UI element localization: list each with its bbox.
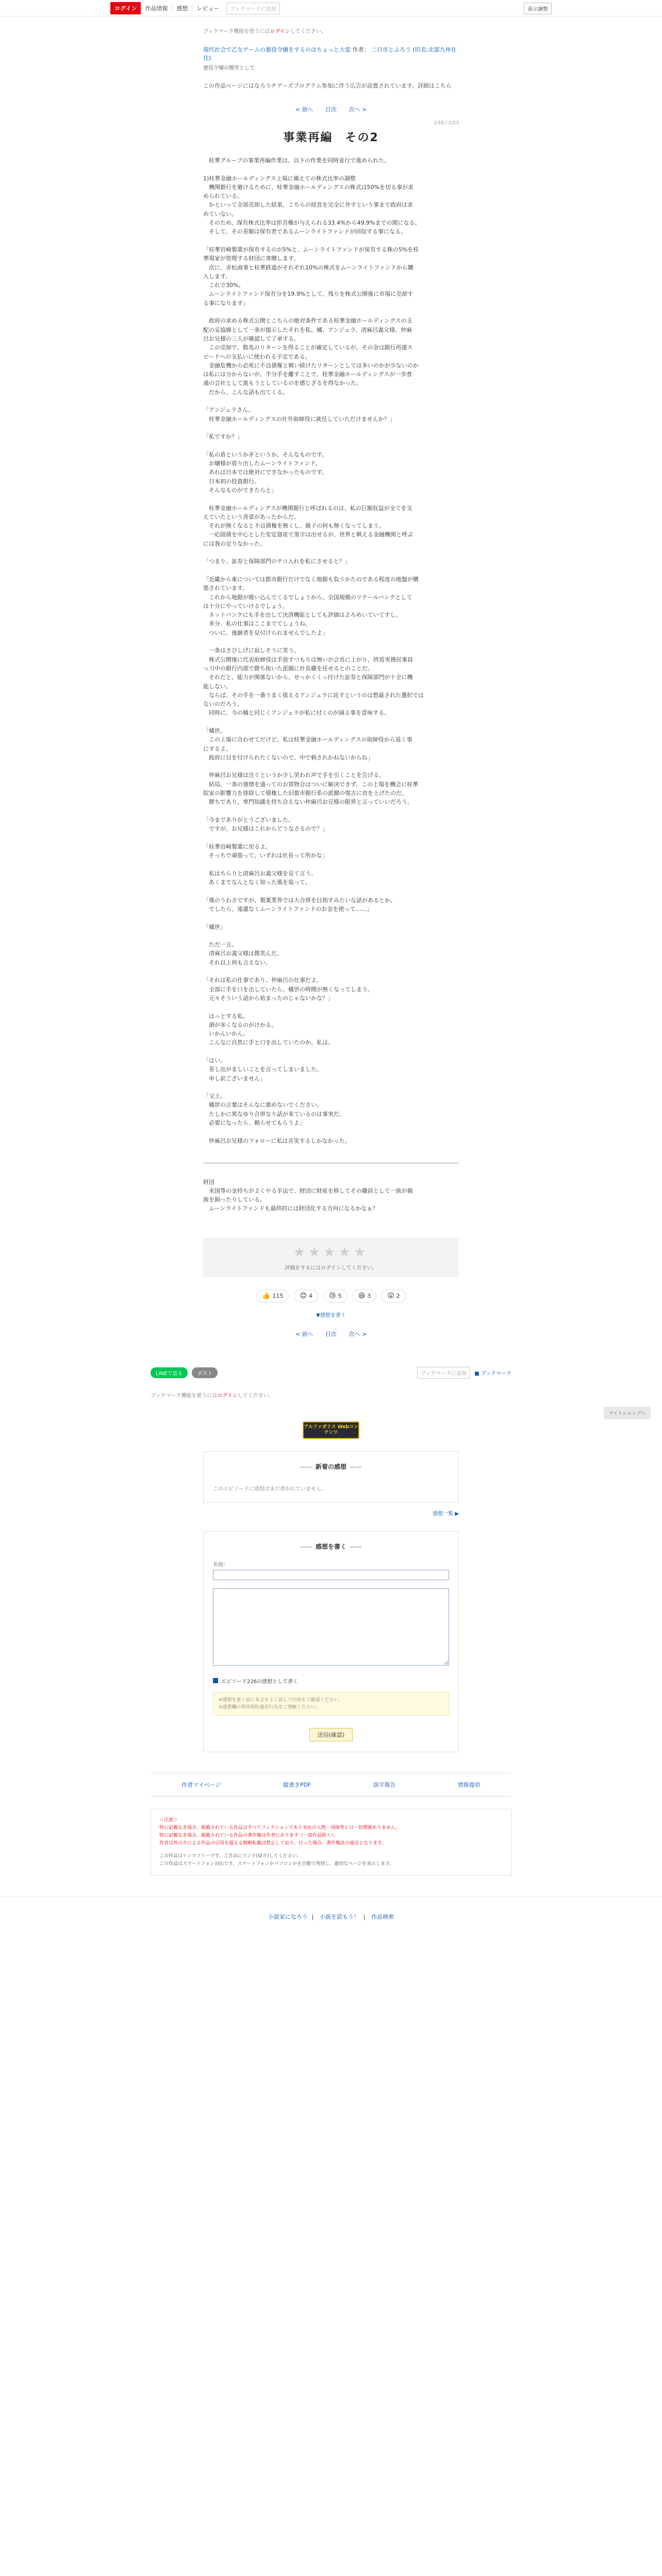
top-bar: [0, 0, 662, 16]
write-review-link[interactable]: ▼感想を書く: [316, 1312, 346, 1318]
body-line: [203, 762, 459, 771]
body-line: [203, 718, 459, 726]
episode-pager-top: [203, 105, 459, 113]
body-line: いかんいかん。: [203, 1030, 249, 1038]
body-line: 築されています。: [203, 585, 249, 592]
body-line: 桂華金融ホールディングスの社外取締役に就任していただけませんか？」: [203, 415, 395, 422]
body-line: 呂お兄様の三人が確認して了承する。: [203, 335, 300, 342]
body-line: には我の足りなかった。: [203, 540, 266, 547]
body-line: は私には分からないが、半分手を離すことで、桂華金融ホールディングスが一歩普: [203, 371, 412, 378]
reaction-emoji-icon: 😮: [387, 1292, 394, 1300]
body-line: ないのだろう。: [203, 701, 243, 708]
body-line: 通の会社として進もうとしているのを感じざるを得なかった。: [203, 380, 362, 387]
afterword-line: 米国等の金持ちがよくやる手法で、財団に財産を移してその職員として一族が親: [203, 1187, 413, 1194]
reaction-emoji-icon: 😢: [329, 1292, 336, 1300]
prev-link[interactable]: < 前へ: [295, 106, 313, 113]
reaction-count: 4: [309, 1292, 313, 1299]
body-line: っ刀中の銀行内部で勝ち抜いた派閥に社長職を任せるとのことだ。: [203, 665, 373, 672]
login-notice: ブックマーク機能を使うにはログインしてください。: [203, 29, 326, 35]
body-line: ついに、後継者を見付けられませんでしたよ」: [203, 629, 328, 636]
body-line: 結局、一条の強情を通ってのお買物合はついに解決できず、この上場を機会に桂華: [203, 781, 419, 788]
body-line: [203, 442, 459, 450]
body-line: [203, 423, 459, 432]
body-line: ネットバンクにも手を出して決済機能としても評価はよろめいていてすし、: [203, 612, 402, 619]
body-line: [203, 548, 459, 557]
body-line: それだと、能力が関係ないから、せっかくくっ付けた証券と保険部門が十全に機: [203, 674, 413, 681]
body-line: そして、その差額は保有者であるムーンライトファンドが回収する事になる。: [203, 228, 407, 235]
reaction-bar: [203, 1290, 459, 1302]
rating-note: 評価をするにはログインしてください。: [285, 1265, 377, 1271]
next-link[interactable]: 次へ >: [349, 1330, 367, 1337]
body-line: [203, 1003, 459, 1011]
submit-review-button[interactable]: 送信(確認): [309, 1728, 353, 1741]
contest-badge[interactable]: アルファポリス Webコンテンツ: [303, 1421, 359, 1439]
series-info: [203, 46, 459, 62]
body-line: [203, 236, 459, 245]
body-line: [203, 807, 459, 816]
afterword-line: ムーンライトファンドも最終的には財団化する方向になるかなぁ？: [203, 1205, 378, 1212]
body-line: 能しない。: [203, 683, 231, 690]
body-line: でしたら、遠慮なくムーンライトファンドのお金を使って……」: [203, 905, 373, 912]
ad-notice[interactable]: この作品ページにはなろうチアーズプログラム参加に伴う広告が設置されています。詳細はこちら: [203, 82, 452, 89]
body-line: [203, 165, 459, 174]
body-line: 「近畿から東については都市銀行だけでなく地銀も負うかたのである程度の地盤が構: [203, 575, 419, 583]
body-line: 入します。: [203, 273, 231, 280]
body-line: これで30%。: [203, 282, 244, 289]
body-line: 1)桂華金融ホールディングス上場に備えての株式比率の調整: [203, 175, 356, 182]
body-line: 仲麻呂お兄様は注ぐというか少し笑われ声で手を引くことを告げる。: [203, 772, 385, 779]
body-line: [203, 967, 459, 976]
body-line: 「アンジェラさん。: [203, 406, 254, 414]
body-line: 「それは私の仕事であり、仲麻呂の仕事だよ。: [203, 977, 322, 984]
body-line: にするよ。: [203, 745, 231, 752]
body-line: ピードへの支払いに使われる予定である。: [203, 353, 311, 360]
body-line: 「父上。: [203, 1093, 226, 1100]
body-line: 「はい。: [203, 1057, 226, 1064]
body-line: [203, 1127, 459, 1136]
episode-date: 2/18 / 2/23: [433, 121, 459, 126]
chapter-name: 悪役令嬢の微笑として: [203, 65, 255, 71]
site-links: 小説家になろう | 小説を読もう！ | 作品検索: [0, 1896, 662, 1938]
rating-stars[interactable]: ★★★★★: [293, 1244, 369, 1260]
body-line: 必要になったら、頼らせてもらうよ」: [203, 1120, 305, 1127]
vertical-pdf-link[interactable]: 縦書きPDF: [283, 1781, 311, 1788]
display-settings-button[interactable]: 表示調整: [524, 3, 552, 14]
write-review-title: —— 感想を書く ——: [213, 1542, 449, 1551]
body-line: 多分、私の仕事はここまでてしょうね。: [203, 620, 311, 628]
footer-notice: ＜注意＞ 特に記載なき場合、掲載されている作品はすべてフィクションであり実在の人物・団体等とは一切関係ありません。 特に記載なき場合、掲載されている作品の著作権は作者にあります（一部作品除く）。 作者以外の方による作品の引用を超える無断転載は禁止しており、行った場合、著作権法の違反となります。 この作品はリンクフリーです。ご自由にリンク(紹介)してください。 この作品はスマートフォン対応です。スマートフォンかパソコンかを自動で判別し、適切なページを表示します。: [151, 1809, 511, 1876]
body-line: 機関銀行を避けるために、桂華金融ホールディングスの株式は50%を切る事が求: [203, 183, 414, 191]
author-link[interactable]: 二日市とふろう (旧名:北部九州在住): [203, 46, 457, 61]
reaction-emoji-icon: 👍: [262, 1292, 271, 1300]
body-line: 全部に手を口を出していたら、橘世の時間が無くなってしまう。: [203, 986, 373, 993]
reaction-emoji-icon: 😆: [358, 1292, 366, 1300]
episode-title: 事業再編 その2: [283, 131, 379, 144]
body-line: 政府に目を付けられたくないので、中で刺されかねないからね」: [203, 754, 373, 761]
afterword-line: 財団: [203, 1178, 214, 1185]
body-line: る事になります」: [203, 299, 249, 307]
login-link[interactable]: ログイン: [217, 1393, 238, 1399]
side-tab[interactable]: ナイトショップへ: [604, 1406, 651, 1419]
body-line: それが無くなると不良債権を無くし、親子の何も無くなってしまう。: [203, 522, 385, 530]
body-line: ならば、その手を一番うまく扱えるアンジェラに託すというのは想最された選択では: [203, 691, 424, 699]
author-label: 作者：: [352, 46, 370, 53]
reaction-count: 115: [272, 1292, 284, 1299]
body-line: められている。: [203, 193, 243, 200]
typo-report-link[interactable]: 誤字報告: [373, 1781, 396, 1788]
site-link-yomou[interactable]: 小説を読もう！: [320, 1913, 359, 1920]
body-line: 株式公開後に代表取締役は手放すつもりは無いが会長に上がり、終焉実務民事員: [203, 656, 413, 663]
body-line: これから地銀が吸い込んでくるでしょうから、全国規模のリテールバンクとして: [203, 594, 412, 601]
body-line: そっちで頑張って、いずれは社長って所かな」: [203, 852, 328, 859]
body-line: 配の妥協線として一条が提示したそれを私、橘、アンジェラ、清麻呂義父様、仲麻: [203, 326, 412, 333]
x-post-button[interactable]: ポスト: [192, 1367, 218, 1378]
series-title-link[interactable]: 現代社会で乙女ゲームの悪役令嬢をするのはちょっと大変: [203, 46, 351, 53]
body-line: この売却で、数兆のリターンを得ることが確定しているが、その金は銀行再建ス: [203, 344, 413, 351]
review-textarea[interactable]: [213, 1588, 449, 1666]
login-notice-bottom: ブックマーク機能を使うにはログインしてください。: [151, 1393, 274, 1399]
afterword-line: 族を飼ったりしている。: [203, 1196, 266, 1203]
body-line: 政府の求める株式公開とこちらの絶対条件である桂華金融ホールディングスの支: [203, 317, 412, 325]
share-row: [151, 1367, 511, 1379]
body-line: それ以上何も言えない。: [203, 959, 271, 966]
body-line: 桂華グループの事業再編作業は、以下の作業を同時並行で進められた。: [203, 157, 390, 164]
body-line: 清麻呂お義父様は微笑んだ。: [203, 950, 283, 957]
checkbox-checked[interactable]: [213, 1678, 218, 1683]
body-line: 私はちらりと清麻呂お義父様を見て言う。: [203, 870, 317, 877]
line-share-button[interactable]: LINEで送る: [151, 1367, 188, 1378]
body-line: [203, 860, 459, 869]
reaction-button[interactable]: [323, 1290, 347, 1302]
body-line: ムーンライトファンド保有分を19.9%として、残りを株式公開後に市場に売却す: [203, 291, 413, 298]
body-line: めていない。: [203, 210, 237, 217]
bookmark-add-button[interactable]: ブックマークに追加: [417, 1367, 470, 1379]
new-reviews-title: —— 新着の感想 ——: [213, 1462, 449, 1471]
body-line: [203, 495, 459, 503]
name-label: 名前：: [213, 1562, 228, 1568]
body-line: 日本初の投資銀行。: [203, 478, 260, 485]
body-line: たしかに異なゆり合併なり話が来ているのは事実だ。: [203, 1110, 345, 1117]
body-line: ですが、お兄様はこれからどうなさるので？」: [203, 825, 328, 833]
body-line: だから、こんな話も出てくる。: [203, 388, 288, 396]
author-mypage-link[interactable]: 作者マイページ: [181, 1781, 221, 1788]
body-line: [203, 834, 459, 842]
body-line: はっとする私。: [203, 1012, 249, 1020]
body-line: 元々そういう話から始まったのじゃないかな？」: [203, 994, 334, 1002]
new-reviews-panel: [203, 1451, 459, 1503]
body-line: 同時に、今の橘と同じくアンジェラが私に付くのが減る事を意味する。: [203, 709, 390, 717]
review-warning: ※感想を書く前に本文をよく読んで内容をご確認ください。 ※感想欄の利用規約違反行為をご理解ください。: [213, 1692, 449, 1716]
nav-reviews[interactable]: 感想: [172, 4, 192, 12]
body-line: [203, 308, 459, 316]
body-line: こんなに自然に手と口を出していたのか。私は。: [203, 1039, 334, 1046]
episode-review-check[interactable]: [213, 1677, 449, 1685]
body-line: 「今までありがとうございました。: [203, 816, 294, 823]
new-reviews-empty: このエピソードに感想はまだ書かれていません。: [213, 1486, 327, 1492]
body-line: この上場に合わせてだけど、私は桂華金融ホールディングスの取締役から退く事: [203, 736, 412, 743]
body-line: [203, 1083, 459, 1092]
body-line: 華現家が管理する財団に寄贈します。: [203, 255, 300, 262]
body-line: 一応固債を中心とした安定資産で黒字は出せるが、世界と戦える金融機関と呼ぶ: [203, 531, 413, 538]
episode-pager-bottom: [203, 1330, 459, 1338]
body-line: [203, 566, 459, 575]
body-line: 「桂華岩崎製薬が保有するのが5%と、ムーンライトファンドが保有する株の5%を桂: [203, 246, 419, 253]
reaction-emoji-icon: 😊: [300, 1292, 307, 1300]
body-line: 橘世の言葉はそんなに悪めないでください。: [203, 1101, 322, 1109]
body-line: [203, 913, 459, 922]
body-line: 申し訳ございません」: [203, 1075, 266, 1082]
site-link-search[interactable]: 作品検索: [371, 1913, 394, 1920]
body-line: 一条はさびしげに寂しそうに笑う。: [203, 647, 300, 654]
body-line: 勝ちであり、専門知識を持ち合えない仲麻呂お兄様の限界と言っていいだろう。: [203, 799, 413, 806]
next-link[interactable]: 次へ >: [349, 106, 367, 113]
body-line: 「橘世」: [203, 923, 226, 930]
body-line: [203, 931, 459, 940]
toc-link[interactable]: 目次: [325, 106, 337, 113]
episode-body: [203, 156, 459, 1145]
bookmark-button[interactable]: ブックマークに追加: [226, 3, 279, 14]
content-column: [203, 27, 459, 1338]
body-line: は十分にやっていけるでしょう。: [203, 602, 288, 609]
login-button[interactable]: ログイン: [110, 2, 141, 14]
body-line: [203, 1047, 459, 1056]
rating-panel: [203, 1238, 459, 1277]
body-line: 次に、赤松商事と桂華鉄道がそれぞれ10%の株式をムーンライトファンドから購: [203, 264, 413, 271]
nav-recommend[interactable]: レビュー: [196, 5, 220, 12]
afterword: [203, 1178, 459, 1213]
body-line: あれは日本では絶対にできなかったものです。: [203, 469, 328, 476]
nav-work-info[interactable]: 作品情報: [141, 4, 172, 12]
body-line: かといって全部売却した結果、こちらの経営を完全に外すという事まで政府は求: [203, 201, 413, 209]
body-line: ただ一言。: [203, 941, 237, 948]
toc-link[interactable]: 目次: [325, 1330, 337, 1337]
review-list-link[interactable]: 感想一覧 ▶: [433, 1511, 459, 1517]
reaction-count: 3: [367, 1292, 371, 1299]
reaction-count: 5: [338, 1292, 342, 1299]
body-line: 「橘世。: [203, 727, 226, 734]
body-line: 「風のうわさですが、製薬業界では大合併を目指すみたいな話があるとか。: [203, 896, 396, 904]
body-line: [203, 637, 459, 646]
body-line: 桂華金融ホールディングスが機関銀行と呼ばれるのは、私の巨額収益が全てを支: [203, 504, 412, 512]
body-line: 差し出がましいことを言ってしまいました。: [203, 1066, 322, 1073]
reaction-count: 2: [396, 1292, 400, 1299]
reaction-button[interactable]: [382, 1290, 406, 1302]
body-line: 院家の影響力を排除して債権した旧都市銀行系の派閥の復古に首を上げたのだ。: [203, 790, 407, 797]
footer-links: [151, 1773, 511, 1797]
body-line: 「つまり、証券と保険部門のテコ入れを私にさせると？」: [203, 558, 351, 565]
prev-link[interactable]: < 前へ: [295, 1330, 313, 1337]
body-line: そんなものができたらと」: [203, 486, 277, 494]
body-line: 「桂華岩崎製薬に戻るよ。: [203, 843, 271, 850]
body-line: 「私ですか？」: [203, 433, 243, 440]
episode-review-check-label: エピソード226の感想として書く: [221, 1679, 299, 1685]
body-line: [203, 887, 459, 895]
body-line: 金融危機から必死に不良債権と戦い続けたリターンとしては多いのかが少ないのか: [203, 362, 419, 369]
reaction-button[interactable]: [294, 1290, 318, 1302]
reaction-button[interactable]: [256, 1290, 289, 1302]
body-line: あくまでなんとなく知った風を装って。: [203, 879, 311, 886]
bookmark-link[interactable]: ■ ブックマーク: [474, 1370, 511, 1377]
reaction-button[interactable]: [353, 1290, 377, 1302]
body-line: 仲麻呂お兄様のフォローに私は苦笑するしかなかった。: [203, 1137, 351, 1144]
body-line: 頭が多くなるのがけかる。: [203, 1021, 277, 1028]
body-line: 「私の盾というか矛というか、そんなものです。: [203, 451, 328, 458]
body-line: そのため、保有株式比率は拒否権が与えられる33.4%から49.9%までの間になる。: [203, 219, 421, 227]
body-line: [203, 397, 459, 405]
site-link-narou[interactable]: 小説家になろう: [268, 1913, 308, 1920]
login-link[interactable]: ログイン: [270, 29, 290, 35]
info-report-link[interactable]: 情報提供: [457, 1781, 481, 1788]
body-line: お嬢様が盾り出したムーンライトファンド。: [203, 460, 321, 467]
write-review-panel: [203, 1531, 459, 1752]
name-input[interactable]: [213, 1570, 449, 1580]
body-line: えていたという背景があったからだ。: [203, 513, 300, 520]
